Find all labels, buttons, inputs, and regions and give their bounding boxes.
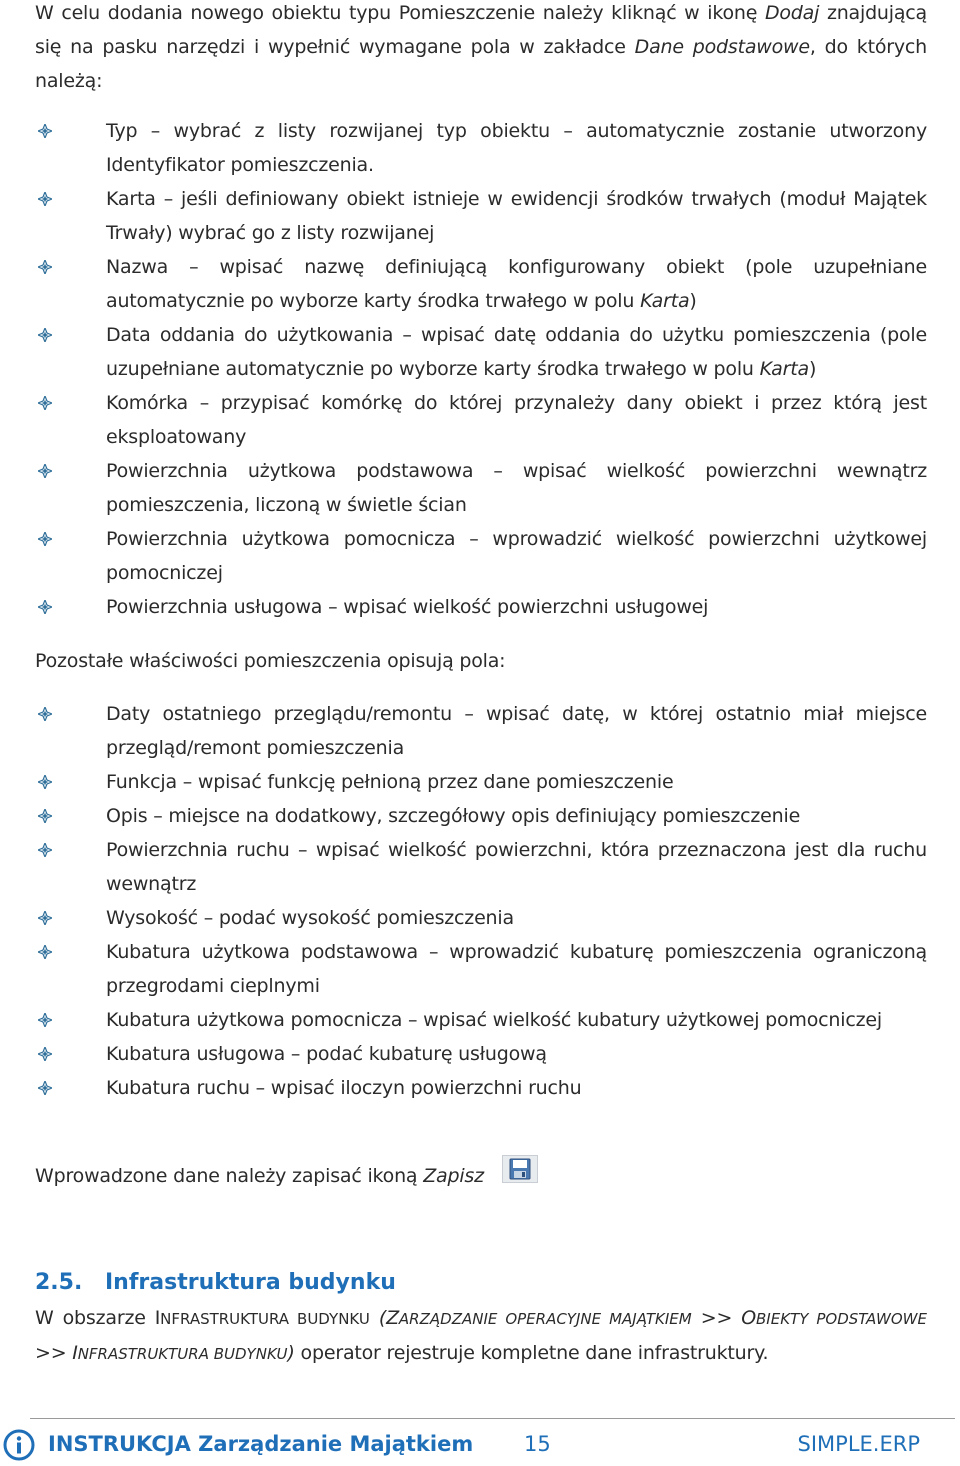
section-number: 2.5. [35, 1270, 83, 1295]
list-item-text: Powierzchnia ruchu – wpisać wielkość powierzchni, która przeznaczona jest dla ruchu wewnątrz [106, 839, 927, 895]
list-item-text: Daty ostatniego przeglądu/remontu – wpisać datę, w której ostatnio miał miejsce przegląd/remont pomieszczenia [106, 703, 927, 759]
fields-list [35, 114, 927, 624]
diamond-bullet-icon [38, 464, 52, 478]
section-paragraph [35, 1301, 927, 1371]
st-d2: ARZĄDZANIE OPERACYJNE MAJĄTKIEM [398, 1310, 692, 1328]
list-item [35, 833, 927, 901]
list-item-text: Kubatura ruchu – wpisać iloczyn powierzchni ruchu [106, 1077, 582, 1099]
st-j: operator rejestruje kompletne dane infrastruktury. [294, 1342, 769, 1364]
diamond-bullet-icon [38, 1047, 52, 1061]
save-word: Zapisz [423, 1165, 484, 1187]
list-item-text: Powierzchnia usługowa – wpisać wielkość powierzchni usługowej [106, 596, 709, 618]
diamond-bullet-icon [38, 809, 52, 823]
list-item [35, 901, 927, 935]
list-item-suffix: ) [689, 290, 697, 312]
list-item [35, 386, 927, 454]
list-item-italic: Karta [640, 290, 690, 312]
st-f1: O [741, 1307, 757, 1329]
intro-text-2: znajdującą się na pasku narzędzi i wypełnić wymagane pola w zakładce [35, 2, 927, 58]
diamond-bullet-icon [38, 396, 52, 410]
list-item-text: Funkcja – wpisać funkcję pełnioną przez dane pomieszczenie [106, 771, 674, 793]
list-item [35, 182, 927, 250]
list-item-text: Kubatura usługowa – podać kubaturę usługową [106, 1043, 547, 1065]
diamond-bullet-icon [38, 600, 52, 614]
st-h2: NFRASTRUKTURA BUDYNKU [77, 1345, 288, 1363]
diamond-bullet-icon [38, 707, 52, 721]
list-item-text: Komórka – przypisać komórkę do której przynależy dany obiekt i przez którą jest eksploatowany [106, 392, 927, 448]
list-item-text: Nazwa – wpisać nazwę definiującą konfigurowany obiekt (pole uzupełniane automatycznie po wyborze karty środka trwałego w polu [106, 256, 927, 312]
list-item-text: Karta – jeśli definiowany obiekt istnieje w ewidencji środków trwałych (moduł Majątek Trwały) wybrać go z listy rozwijanej [106, 188, 927, 244]
diamond-bullet-icon [38, 532, 52, 546]
list-item [35, 697, 927, 765]
save-paragraph [35, 1157, 538, 1196]
diamond-bullet-icon [38, 328, 52, 342]
diamond-bullet-icon [38, 1081, 52, 1095]
list-item [35, 1071, 927, 1105]
st-b2: NFRASTRUKTURA BUDYNKU [160, 1310, 370, 1328]
list-item-text: Powierzchnia użytkowa podstawowa – wpisać wielkość powierzchni wewnątrz pomieszczenia, liczoną w świetle ścian [106, 460, 927, 516]
intro-paragraph [35, 0, 927, 98]
section-heading [35, 1266, 396, 1300]
st-i: ) [287, 1342, 295, 1364]
intro-text-1: W celu dodania nowego obiektu typu Pomieszczenie należy kliknąć w ikonę [35, 2, 765, 24]
diamond-bullet-icon [38, 192, 52, 206]
list-item-text: Kubatura użytkowa podstawowa – wprowadzić kubaturę pomieszczenia ograniczoną przegrodami cieplnymi [106, 941, 927, 997]
footer-brand: SIMPLE.ERP [797, 1432, 920, 1456]
st-h1: I [72, 1342, 78, 1364]
list-item-text: Wysokość – podać wysokość pomieszczenia [106, 907, 514, 929]
diamond-bullet-icon [38, 775, 52, 789]
save-text: Wprowadzone dane należy zapisać ikoną [35, 1165, 424, 1187]
list-item [35, 454, 927, 522]
section-title: Infrastruktura budynku [105, 1270, 396, 1295]
list-item-text: Kubatura użytkowa pomocnicza – wpisać wielkość kubatury użytkowej pomocniczej [106, 1009, 882, 1031]
page-number: 15 [524, 1432, 551, 1456]
other-fields-list [35, 697, 927, 1105]
st-d1: Z [386, 1307, 399, 1329]
list-item-suffix: ) [808, 358, 817, 380]
footer-divider [30, 1418, 955, 1419]
intro-dane: Dane podstawowe [634, 36, 810, 58]
st-a: W obszarze [35, 1307, 155, 1329]
save-icon[interactable] [502, 1155, 538, 1194]
st-e: >> [691, 1307, 742, 1329]
list-item [35, 590, 927, 624]
diamond-bullet-icon [38, 124, 52, 138]
diamond-bullet-icon [38, 911, 52, 925]
diamond-bullet-icon [38, 260, 52, 274]
list-item [35, 114, 927, 182]
list-item-text: Data oddania do użytkowania – wpisać datę oddania do użytku pomieszczenia (pole uzupełniane automatycznie po wyborze karty środka trwałego w polu [106, 324, 927, 380]
list-item-text: Opis – miejsce na dodatkowy, szczegółowy opis definiujący pomieszczenie [106, 805, 801, 827]
diamond-bullet-icon [38, 843, 52, 857]
list-item [35, 522, 927, 590]
list-item-italic: Karta [759, 358, 809, 380]
footer-title: INSTRUKCJA Zarządzanie Majątkiem [48, 1432, 474, 1456]
intro-text-3: , do których należą: [35, 36, 927, 92]
list-item-text: Powierzchnia użytkowa pomocnicza – wprowadzić wielkość powierzchni użytkowej pomocniczej [106, 528, 927, 584]
diamond-bullet-icon [38, 1013, 52, 1027]
list-item [35, 935, 927, 1003]
list-item [35, 799, 927, 833]
list-item [35, 765, 927, 799]
diamond-bullet-icon [38, 945, 52, 959]
other-props-paragraph: Pozostałe właściwości pomieszczenia opisują pola: [35, 650, 506, 672]
list-item-text: Typ – wybrać z listy rozwijanej typ obiektu – automatycznie zostanie utworzony Identyfikator pomieszczenia. [106, 120, 927, 176]
list-item [35, 318, 927, 386]
st-c: ( [369, 1307, 387, 1329]
list-item [35, 250, 927, 318]
list-item [35, 1037, 927, 1071]
info-icon [3, 1429, 35, 1465]
intro-dodaj: Dodaj [764, 2, 820, 24]
page-footer [0, 1424, 960, 1466]
list-item [35, 1003, 927, 1037]
st-b1: I [154, 1307, 161, 1329]
st-f2: BIEKTY PODSTAWOWE [756, 1310, 927, 1328]
st-g: >> [35, 1342, 73, 1364]
